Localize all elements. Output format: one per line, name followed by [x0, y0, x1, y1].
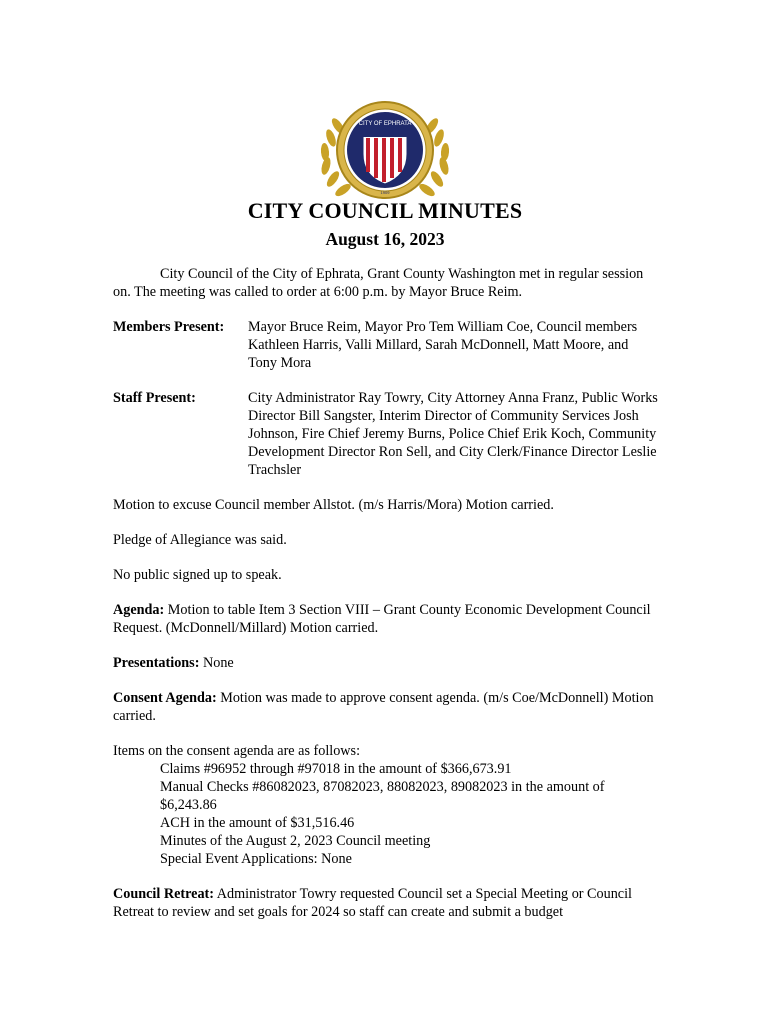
motion-excuse: Motion to excuse Council member Allstot. (m/s Harris/Mora) Motion carried.	[113, 497, 554, 513]
staff-present-value: City Administrator Ray Towry, City Attorney Anna Franz, Public Works Director Bill Sangster, Interim Director of Community Services Josh Johnson, Fire Chief Jeremy Burns, Police Chief Erik Koch, Community Development Director Ron Sell, and City Clerk/Finance Director Leslie Trachsler	[248, 390, 658, 478]
list-item: ACH in the amount of $31,516.46	[160, 815, 355, 831]
minutes-body	[113, 265, 658, 938]
consent-text: Motion was made to approve consent agenda. (m/s Coe/McDonnell) Motion carried.	[113, 690, 654, 724]
pledge-text: Pledge of Allegiance was said.	[113, 532, 287, 548]
list-item: Special Event Applications: None	[160, 851, 352, 867]
agenda-heading: Agenda:	[113, 602, 165, 618]
members-present-label: Members Present:	[113, 319, 225, 335]
agenda-text: Motion to table Item 3 Section VIII – Grant County Economic Development Council Request. (McDonnell/Millard) Motion carried.	[113, 602, 651, 636]
public-comment: No public signed up to speak.	[113, 567, 282, 583]
members-present-value: Mayor Bruce Reim, Mayor Pro Tem William Coe, Council members Kathleen Harris, Valli Millard, Sarah McDonnell, Matt Moore, and Tony Mora	[248, 319, 638, 371]
meeting-date: August 16, 2023	[325, 229, 445, 249]
list-item: Minutes of the August 2, 2023 Council meeting	[160, 833, 431, 849]
agenda-section	[113, 601, 658, 637]
retreat-text: Administrator Towry requested Council set a Special Meeting or Council Retreat to review and set goals for 2024 so staff can create and submit a budget	[113, 886, 632, 920]
retreat-heading: Council Retreat:	[113, 886, 214, 902]
list-item: Claims #96952 through #97018 in the amount of $366,673.91	[160, 761, 512, 777]
city-seal-graphic	[313, 98, 457, 206]
city-seal	[313, 98, 457, 206]
staff-present-label: Staff Present:	[113, 390, 196, 406]
consent-section	[113, 689, 658, 725]
consent-items-intro: Items on the consent agenda are as follows:	[113, 743, 361, 759]
list-item: Manual Checks #86082023, 87082023, 88082023, 89082023 in the amount of $6,243.86	[160, 779, 605, 813]
presentations-text: None	[199, 655, 234, 671]
presentations-section	[113, 654, 658, 672]
staff-present	[113, 389, 658, 479]
intro-paragraph: City Council of the City of Ephrata, Grant County Washington met in regular session on. The meeting was called to order at 6:00 p.m. by Mayor Bruce Reim.	[113, 266, 644, 300]
seal-year: 1909	[380, 190, 390, 195]
presentations-heading: Presentations:	[113, 655, 200, 671]
members-present	[113, 318, 658, 372]
document-title: CITY COUNCIL MINUTES	[247, 198, 523, 223]
consent-items	[113, 742, 658, 868]
consent-heading: Consent Agenda:	[113, 690, 217, 706]
seal-ring-text: CITY OF EPHRATA	[358, 121, 412, 127]
retreat-section	[113, 885, 658, 921]
